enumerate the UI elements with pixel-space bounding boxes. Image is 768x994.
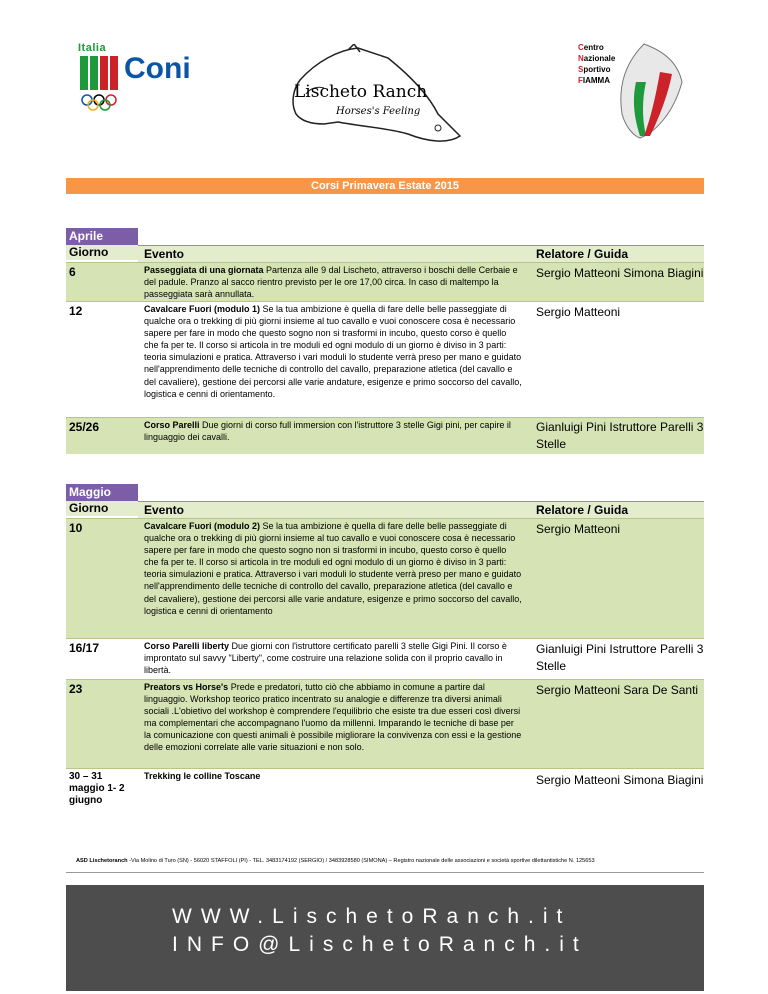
row-relatore: Sergio Matteoni bbox=[536, 522, 621, 536]
maggio-col-relatore: Relatore / Guida bbox=[536, 503, 629, 517]
table-row bbox=[66, 679, 704, 768]
aprile-col-giorno: Giorno bbox=[66, 245, 138, 260]
ranch-tagline: Horses's Feeling bbox=[336, 106, 421, 117]
row-relatore: Gianluigi Pini Istruttore Parelli 3 Stelle bbox=[536, 642, 704, 673]
footer-contact-box bbox=[66, 885, 704, 991]
row-day: 10 bbox=[69, 521, 83, 535]
maggio-col-giorno: Giorno bbox=[66, 501, 138, 516]
coni-logo bbox=[78, 42, 193, 112]
row-day: 25/26 bbox=[69, 420, 100, 434]
row-relatore: Sergio Matteoni Simona Biagini bbox=[536, 773, 704, 787]
footer-website-link[interactable]: WWW.LischetoRanch.it bbox=[172, 905, 572, 928]
row-day: 6 bbox=[69, 265, 76, 279]
footer-divider bbox=[66, 872, 704, 873]
aprile-col-evento: Evento bbox=[144, 247, 185, 261]
row-event: Trekking le colline Toscane bbox=[144, 771, 261, 781]
table-row bbox=[66, 262, 704, 301]
row-relatore: Sergio Matteoni Simona Biagini bbox=[536, 266, 704, 280]
row-event: Passeggiata di una giornata Partenza alle 9 dal Lischeto, attraverso i boschi delle Cerbaie e del padule. Pranzo al sacco rientro previsto per le ore 17,00 circa. In caso di maltempo la passeggiata sarà annullata. bbox=[144, 265, 518, 300]
maggio-col-evento: Evento bbox=[144, 503, 185, 517]
row-event: Corso Parelli Due giorni di corso full immersion con l'istruttore 3 stelle Gigi pini, per capire il linguaggio dei cavalli. bbox=[144, 420, 511, 443]
row-relatore: Gianluigi Pini Istruttore Parelli 3 Stelle bbox=[536, 420, 704, 451]
aprile-col-relatore: Relatore / Guida bbox=[536, 247, 629, 261]
row-event: Corso Parelli liberty Due giorni con l'istruttore certificato parelli 3 stelle Gigi Pini. Il corso è improntato sul savvy "Liberty", come costruire una relazione solida con il proprio cavallo in libertà. bbox=[144, 641, 507, 676]
coni-flag-icon bbox=[78, 56, 122, 112]
cns-fiamma-logo bbox=[576, 42, 686, 142]
row-relatore: Sergio Matteoni Sara De Santi bbox=[536, 683, 699, 697]
row-day: 16/17 bbox=[69, 641, 100, 655]
row-event: Preators vs Horse's Prede e predatori, tutto ciò che abbiamo in comune a partire dal linguaggio. Workshop teorico pratico incentrato su analogie e differenze tra diversi animali sociali .L'obietivo del workshop è comprendere l'equilibrio che esiste tra due esseri così diversi ma complementari che accompagnano l'uomo da millenni. Imparando le tecniche di base per la comunicazione con questi animali è possibile migliorare la convivenza con essi e la gestione delle emozioni correlate alle varie situazioni e non solo. bbox=[144, 682, 522, 753]
table-row bbox=[66, 768, 704, 814]
row-relatore: Sergio Matteoni bbox=[536, 305, 621, 319]
cns-flame-icon bbox=[616, 42, 686, 140]
row-event: Cavalcare Fuori (modulo 2) Se la tua ambizione è quella di fare delle belle passeggiate di qualche ora o trekking di più giorni insieme al tuo cavallo e vuoi conoscere cosa è necessario sapere per fare in modo che questo sogno non si trasformi in incubo, questo corso è quello che fa per te. Il corso si articola in tre moduli ed ogni modulo di un giorno è diviso in 3 parti: teoria simulazioni e pratica. Attraverso i vari moduli lo studente verrà preso per mano e guidato nell'apprendimento delle tecniche di controllo del cavallo, preparazione atletica (del cavallo e del cavaliere), gestione dei percorsi alle varie andature, esigenze e primo soccorso del cavallo, logistica e cenni di orientamento bbox=[144, 521, 522, 616]
coni-italia-text: Italia bbox=[78, 42, 107, 54]
month-maggio: Maggio bbox=[66, 484, 138, 501]
month-aprile: Aprile bbox=[66, 228, 138, 245]
cns-name: Centro Nazionale Sportivo FIAMMA bbox=[578, 43, 616, 85]
coni-name: Coni bbox=[124, 52, 191, 85]
lischeto-ranch-logo bbox=[288, 44, 468, 148]
row-day: 23 bbox=[69, 682, 83, 696]
row-event: Cavalcare Fuori (modulo 1) Se la tua ambizione è quella di fare delle belle passeggiate di qualche ora o trekking di più giorni insieme al tuo cavallo e vuoi conoscere cosa è necessario sapere per fare in modo che questo sogno non si trasformi in incubo, questo corso è quello che fa per te. Il corso si articola in tre moduli ed ogni modulo di un giorno è diviso in 3 parti: teoria simulazioni e pratica. Attraverso i vari moduli lo studente verrà preso per mano e guidato nell'apprendimento delle tecniche di controllo del cavallo, preparazione atletica (del cavallo e del cavaliere), gestione dei percorsi alle varie andature, esigenze e primo soccorso del cavallo, logistica e cenni di orientamento. bbox=[144, 304, 522, 399]
footer-address: ASD Lischetoranch -Via Molino di Turo (SN) - 56020 STAFFOLI (PI) - TEL. 3483174192 (SERGIO) / 3483928580 (SIMONA) – Registro nazionale delle associazioni e società sportive dilettantistiche N. 125653 bbox=[76, 858, 595, 864]
page-title: Corsi Primavera Estate 2015 bbox=[66, 178, 704, 194]
table-row bbox=[66, 518, 704, 638]
footer-email-link[interactable]: INFO@LischetoRanch.it bbox=[172, 933, 588, 956]
table-row bbox=[66, 417, 704, 454]
ranch-name: Lischeto Ranch bbox=[294, 82, 428, 102]
row-day: 12 bbox=[69, 304, 83, 318]
table-row bbox=[66, 638, 704, 679]
table-row bbox=[66, 301, 704, 417]
row-day: 30 – 31 maggio 1- 2 giugno bbox=[69, 771, 125, 806]
